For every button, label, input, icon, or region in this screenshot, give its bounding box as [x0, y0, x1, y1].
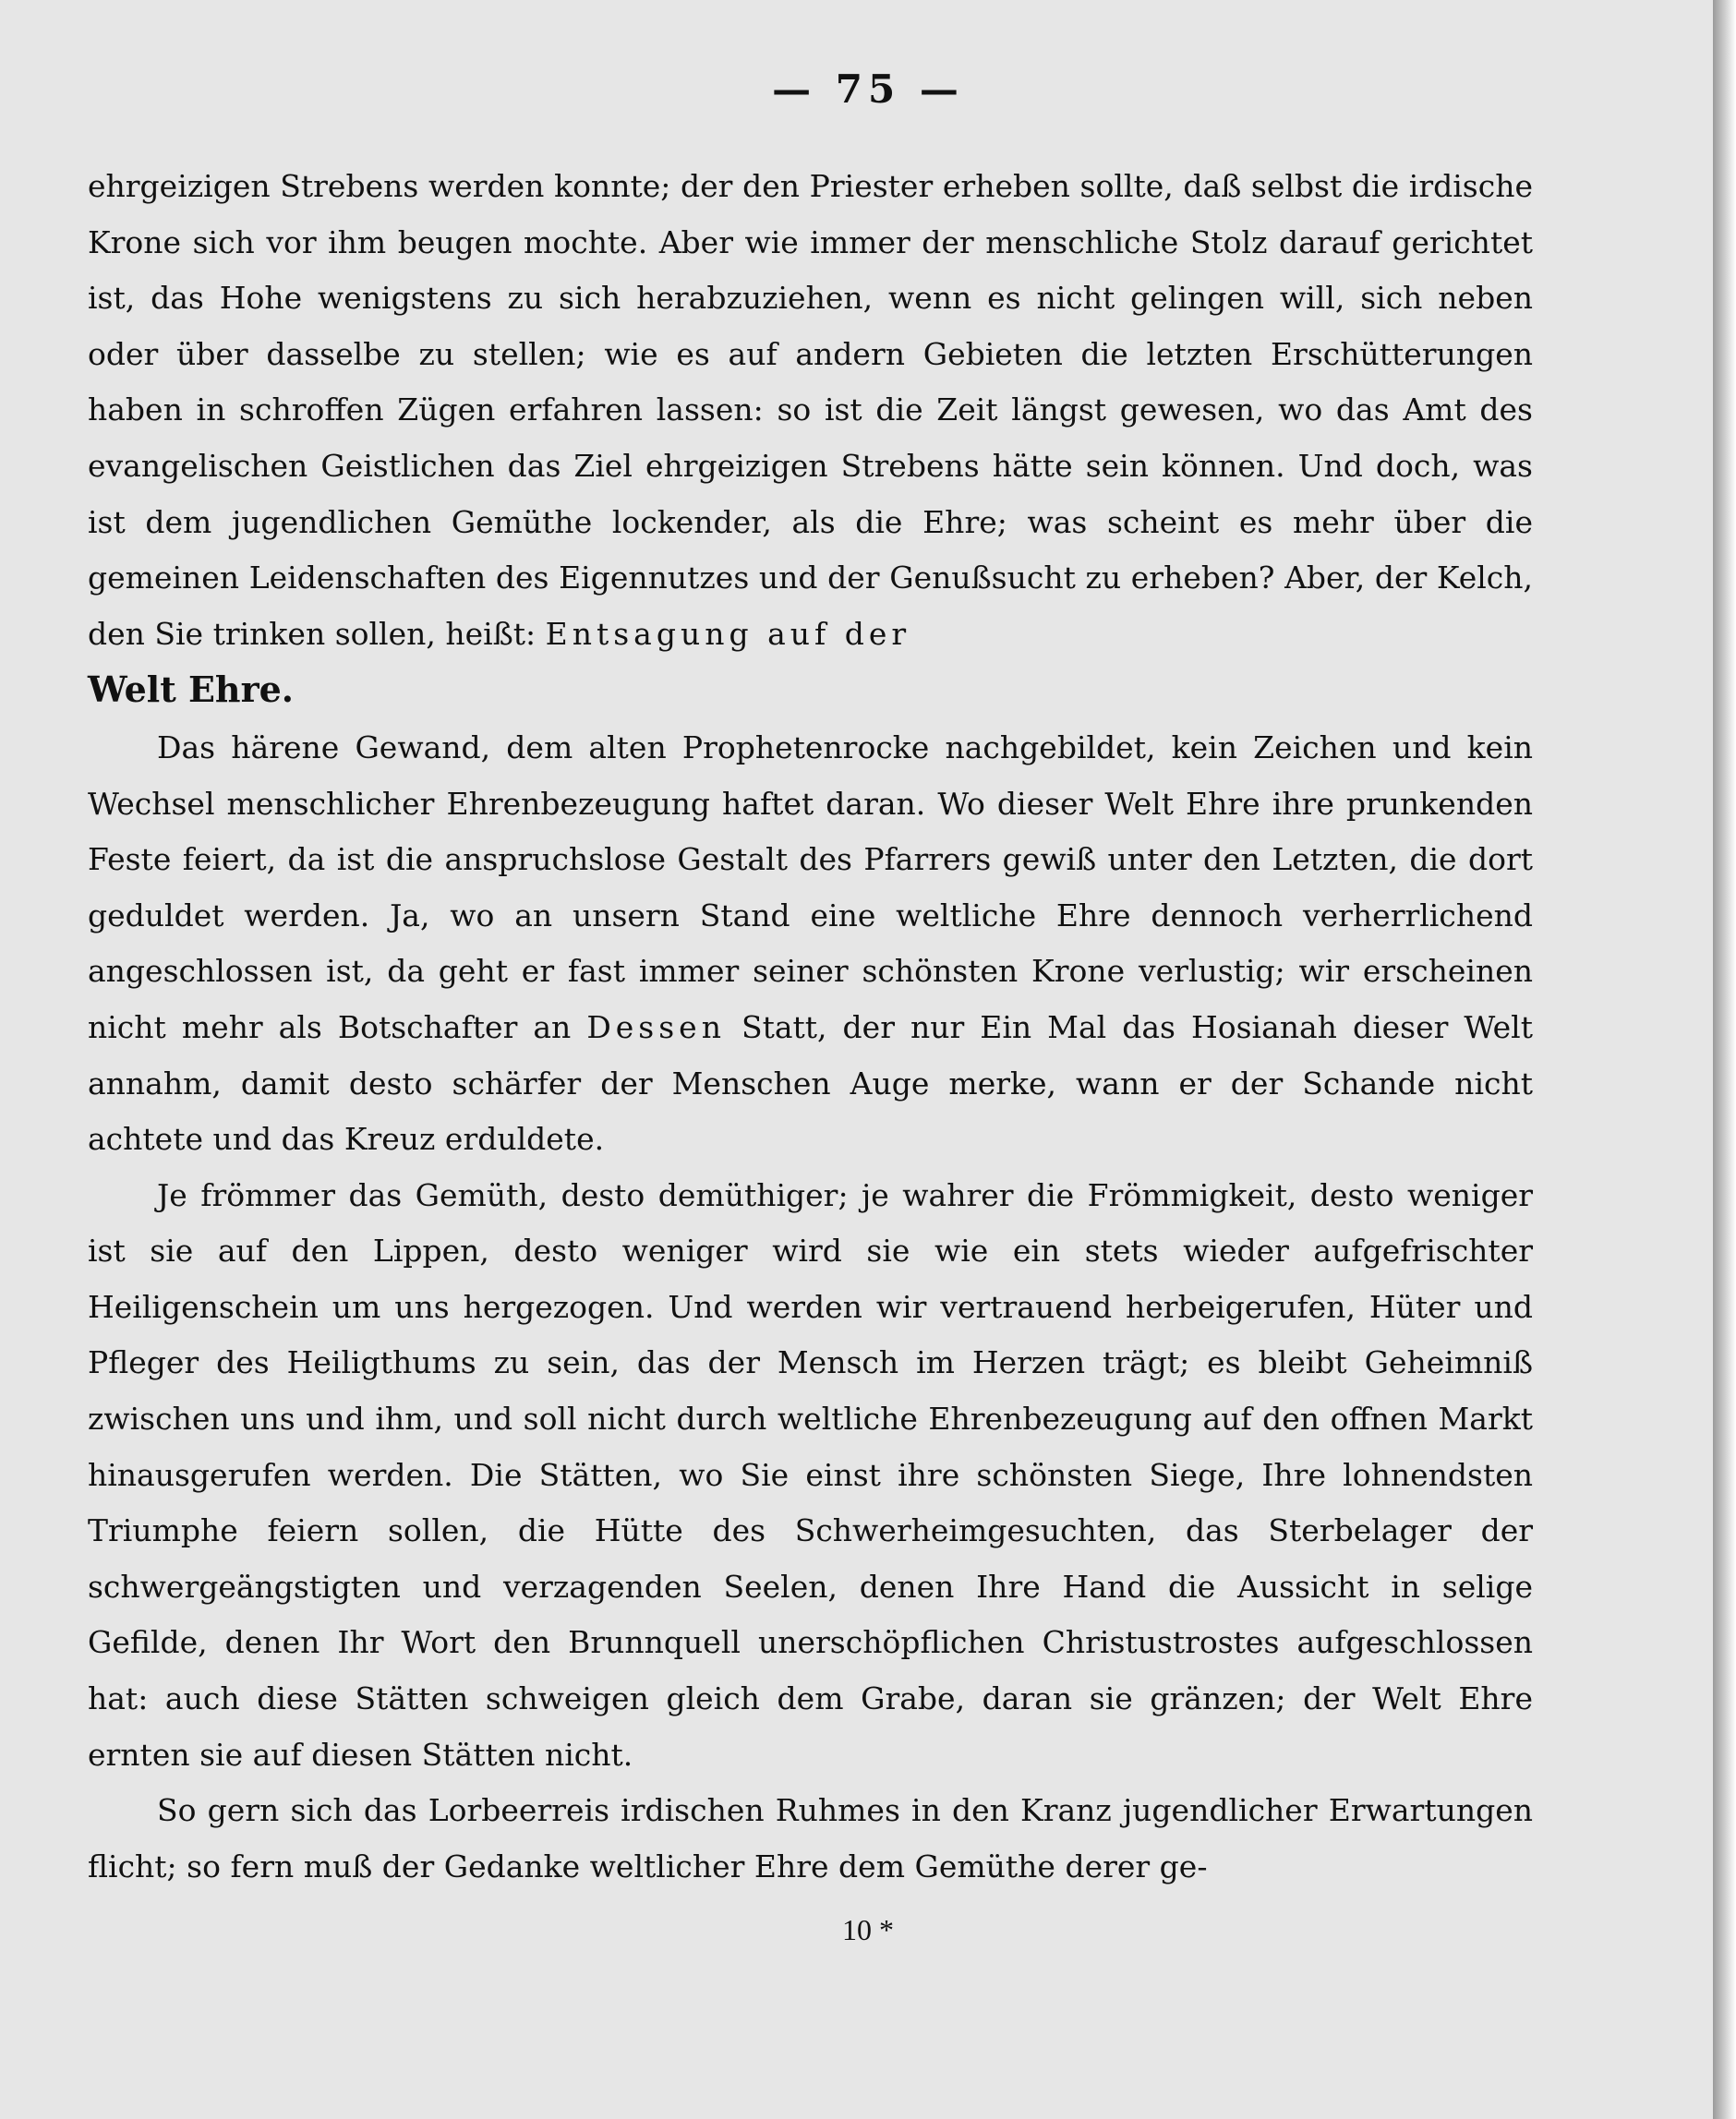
paragraph-2: [88, 720, 1533, 1168]
body-text: [88, 159, 1533, 1895]
paragraph-4: So gern sich das Lorbeerreis irdischen Ruhmes in den Kranz jugendlicher Erwartungen flicht; so fern muß der Gedanke weltlicher Ehre dem Gemüthe derer ge-: [88, 1792, 1533, 1884]
emphasis-bold-welt-ehre: Welt Ehre.: [88, 668, 294, 711]
signature-mark: 10 *: [842, 1913, 894, 1946]
page-number: — 75 —: [772, 66, 964, 112]
paragraph-2-text-b: Statt, der nur Ein Mal das Hosianah dieser Welt annahm, damit desto schärfer der Menschen Auge merke, wann er der Schande nicht achtete und das Kreuz erduldete.: [88, 1008, 1533, 1158]
emphasis-spaced-entsagung: Entsagung auf der: [545, 615, 911, 652]
paragraph-2-text-a: Das härene Gewand, dem alten Prophetenrocke nachgebildet, kein Zeichen und kein Wechsel menschlicher Ehrenbezeugung haftet daran. Wo dieser Welt Ehre ihre prunkenden Feste feiert, da ist die anspruchslose Gestalt des Pfarrers gewiß unter den Letzten, die dort geduldet werden. Ja, wo an unsern Stand eine weltliche Ehre dennoch verherrlichend angeschlossen ist, da geht er fast immer seiner schönsten Krone verlustig; wir erscheinen nicht mehr als Botschafter an: [88, 728, 1533, 1045]
paragraph-1: [88, 159, 1533, 720]
page-edge-shadow: [1713, 0, 1736, 2119]
emphasis-spaced-dessen: Dessen: [586, 1008, 726, 1045]
paragraph-3: Je frömmer das Gemüth, desto demüthiger; je wahrer die Frömmigkeit, desto weniger ist sie auf den Lippen, desto weniger wird sie wie ein stets wieder aufgefrischter Heiligenschein um uns hergezogen. Und werden wir vertrauend herbeigerufen, Hüter und Pfleger des Heiligthums zu sein, das der Mensch im Herzen trägt; es bleibt Geheimniß zwischen uns und ihm, und soll nicht durch weltliche Ehrenbezeugung auf den offnen Markt hinausgerufen werden. Die Stätten, wo Sie einst ihre schönsten Siege, Ihre lohnendsten Triumphe feiern sollen, die Hütte des Schwerheimgesuchten, das Sterbelager der schwergeängstigten und verzagenden Seelen, denen Ihre Hand die Aussicht in selige Gefilde, denen Ihr Wort den Brunnquell unerschöpflichen Christustrostes aufgeschlossen hat: auch diese Stätten schweigen gleich dem Grabe, daran sie gränzen; der Welt Ehre ernten sie auf diesen Stätten nicht.: [88, 1176, 1533, 1773]
paragraph-1-text: ehrgeizigen Strebens werden konnte; der den Priester erheben sollte, daß selbst die irdische Krone sich vor ihm beugen mochte. Aber wie immer der menschliche Stolz darauf gerichtet ist, das Hohe wenigstens zu sich herabzuziehen, wenn es nicht gelingen will, sich neben oder über dasselbe zu stellen; wie es auf andern Gebieten die letzten Erschütterungen haben in schroffen Zügen erfahren lassen: so ist die Zeit längst gewesen, wo das Amt des evangelischen Geistlichen das Ziel ehrgeizigen Strebens hätte sein können. Und doch, was ist dem jugendlichen Gemüthe lockender, als die Ehre; was scheint es mehr über die gemeinen Leidenschaften des Eigennutzes und der Genußsucht zu erheben? Aber, der Kelch, den Sie trinken sollen, heißt:: [88, 168, 1533, 652]
